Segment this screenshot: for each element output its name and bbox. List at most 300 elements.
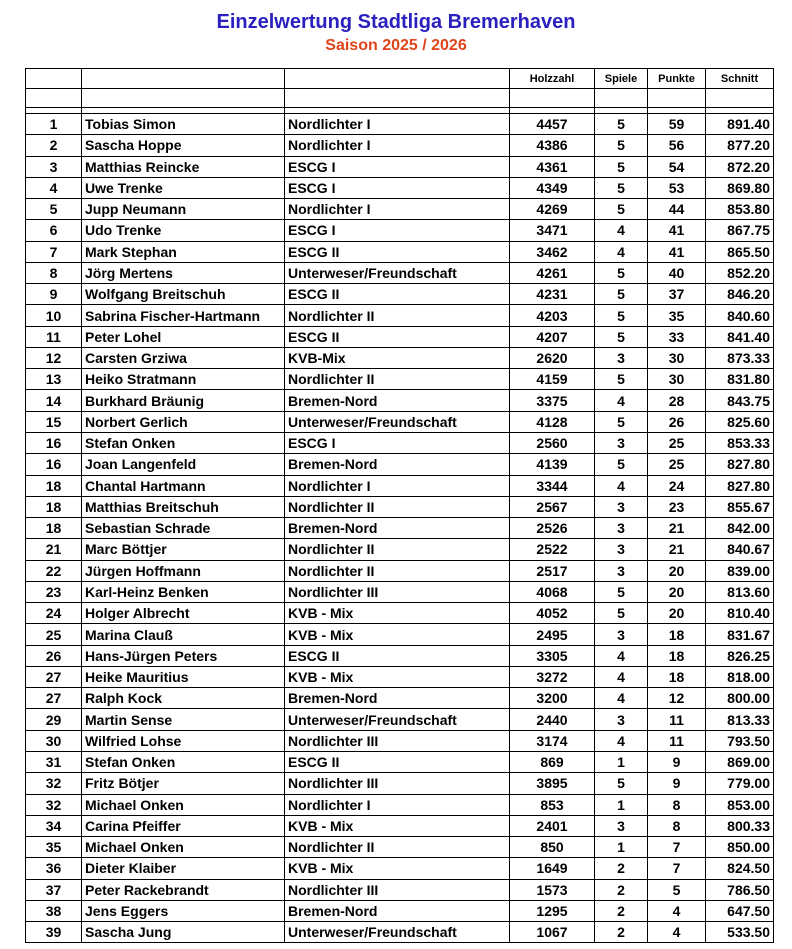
table-row xyxy=(26,645,774,666)
holzzahl-cell: 2495 xyxy=(510,624,595,645)
rank-cell: 25 xyxy=(26,624,82,645)
team-cell: Nordlichter I xyxy=(285,475,510,496)
table-row xyxy=(26,815,774,836)
team-cell: Bremen-Nord xyxy=(285,900,510,921)
spiele-cell: 5 xyxy=(595,177,648,198)
table-row xyxy=(26,730,774,751)
punkte-cell: 21 xyxy=(648,518,706,539)
punkte-cell: 7 xyxy=(648,858,706,879)
punkte-cell: 26 xyxy=(648,411,706,432)
schnitt-cell: 786.50 xyxy=(706,879,774,900)
team-cell: ESCG I xyxy=(285,177,510,198)
team-cell: Nordlichter III xyxy=(285,730,510,751)
punkte-cell: 9 xyxy=(648,773,706,794)
player-name-cell: Martin Sense xyxy=(82,709,285,730)
holzzahl-cell: 2522 xyxy=(510,539,595,560)
page-title: Einzelwertung Stadtliga Bremerhaven xyxy=(216,11,576,33)
holzzahl-cell: 4203 xyxy=(510,305,595,326)
holzzahl-cell: 2526 xyxy=(510,518,595,539)
rank-cell: 31 xyxy=(26,751,82,772)
team-cell: KVB - Mix xyxy=(285,666,510,687)
holzzahl-cell: 4207 xyxy=(510,326,595,347)
schnitt-cell: 865.50 xyxy=(706,241,774,262)
table-row xyxy=(26,156,774,177)
header-schnitt: Schnitt xyxy=(706,69,774,89)
team-cell: Unterweser/Freundschaft xyxy=(285,262,510,283)
player-name-cell: Stefan Onken xyxy=(82,432,285,453)
player-name-cell: Peter Rackebrandt xyxy=(82,879,285,900)
team-cell: Bremen-Nord xyxy=(285,688,510,709)
spiele-cell: 5 xyxy=(595,603,648,624)
table-row xyxy=(26,369,774,390)
header-rank xyxy=(26,69,82,89)
punkte-cell: 28 xyxy=(648,390,706,411)
team-cell: Bremen-Nord xyxy=(285,390,510,411)
rank-cell: 24 xyxy=(26,603,82,624)
holzzahl-cell: 4068 xyxy=(510,581,595,602)
table-row xyxy=(26,326,774,347)
player-name-cell: Karl-Heinz Benken xyxy=(82,581,285,602)
schnitt-cell: 846.20 xyxy=(706,284,774,305)
schnitt-cell: 779.00 xyxy=(706,773,774,794)
punkte-cell: 20 xyxy=(648,581,706,602)
spiele-cell: 3 xyxy=(595,560,648,581)
holzzahl-cell: 3471 xyxy=(510,220,595,241)
punkte-cell: 21 xyxy=(648,539,706,560)
team-cell: Nordlichter II xyxy=(285,369,510,390)
spiele-cell: 5 xyxy=(595,114,648,135)
spiele-cell: 3 xyxy=(595,815,648,836)
holzzahl-cell: 4231 xyxy=(510,284,595,305)
player-name-cell: Hans-Jürgen Peters xyxy=(82,645,285,666)
table-row xyxy=(26,518,774,539)
rank-cell: 3 xyxy=(26,156,82,177)
ranking-table xyxy=(25,68,774,943)
schnitt-cell: 841.40 xyxy=(706,326,774,347)
rank-cell: 21 xyxy=(26,539,82,560)
table-row xyxy=(26,837,774,858)
schnitt-cell: 843.75 xyxy=(706,390,774,411)
table-row xyxy=(26,305,774,326)
table-row xyxy=(26,858,774,879)
spiele-cell: 1 xyxy=(595,751,648,772)
player-name-cell: Wolfgang Breitschuh xyxy=(82,284,285,305)
blank-row xyxy=(26,89,774,108)
rank-cell: 9 xyxy=(26,284,82,305)
rank-cell: 5 xyxy=(26,199,82,220)
rank-cell: 7 xyxy=(26,241,82,262)
player-name-cell: Fritz Bötjer xyxy=(82,773,285,794)
spiele-cell: 1 xyxy=(595,837,648,858)
punkte-cell: 30 xyxy=(648,369,706,390)
schnitt-cell: 891.40 xyxy=(706,114,774,135)
spiele-cell: 5 xyxy=(595,135,648,156)
team-cell: Nordlichter I xyxy=(285,794,510,815)
rank-cell: 2 xyxy=(26,135,82,156)
rank-cell: 10 xyxy=(26,305,82,326)
rank-cell: 32 xyxy=(26,773,82,794)
schnitt-cell: 873.33 xyxy=(706,347,774,368)
player-name-cell: Michael Onken xyxy=(82,794,285,815)
punkte-cell: 9 xyxy=(648,751,706,772)
table-row xyxy=(26,114,774,135)
table-row xyxy=(26,922,774,943)
punkte-cell: 4 xyxy=(648,900,706,921)
spiele-cell: 5 xyxy=(595,369,648,390)
table-row xyxy=(26,879,774,900)
table-row xyxy=(26,411,774,432)
season-subtitle: Saison 2025 / 2026 xyxy=(325,37,467,54)
punkte-cell: 5 xyxy=(648,879,706,900)
player-name-cell: Jürgen Hoffmann xyxy=(82,560,285,581)
team-cell: Nordlichter III xyxy=(285,879,510,900)
team-cell: ESCG II xyxy=(285,751,510,772)
header-team xyxy=(285,69,510,89)
punkte-cell: 23 xyxy=(648,496,706,517)
table-row xyxy=(26,284,774,305)
schnitt-cell: 839.00 xyxy=(706,560,774,581)
player-name-cell: Jupp Neumann xyxy=(82,199,285,220)
punkte-cell: 35 xyxy=(648,305,706,326)
punkte-cell: 59 xyxy=(648,114,706,135)
spiele-cell: 3 xyxy=(595,347,648,368)
holzzahl-cell: 4457 xyxy=(510,114,595,135)
player-name-cell: Marc Böttjer xyxy=(82,539,285,560)
header-spiele: Spiele xyxy=(595,69,648,89)
schnitt-cell: 793.50 xyxy=(706,730,774,751)
rank-cell: 30 xyxy=(26,730,82,751)
schnitt-cell: 533.50 xyxy=(706,922,774,943)
schnitt-cell: 855.67 xyxy=(706,496,774,517)
team-cell: ESCG II xyxy=(285,284,510,305)
rank-cell: 16 xyxy=(26,454,82,475)
schnitt-cell: 877.20 xyxy=(706,135,774,156)
rank-cell: 8 xyxy=(26,262,82,283)
team-cell: Unterweser/Freundschaft xyxy=(285,411,510,432)
table-row xyxy=(26,177,774,198)
player-name-cell: Chantal Hartmann xyxy=(82,475,285,496)
spiele-cell: 3 xyxy=(595,624,648,645)
spiele-cell: 5 xyxy=(595,454,648,475)
rank-cell: 35 xyxy=(26,837,82,858)
holzzahl-cell: 2560 xyxy=(510,432,595,453)
rank-cell: 13 xyxy=(26,369,82,390)
schnitt-cell: 647.50 xyxy=(706,900,774,921)
header-row xyxy=(26,69,774,89)
spiele-cell: 4 xyxy=(595,730,648,751)
holzzahl-cell: 2401 xyxy=(510,815,595,836)
header-punkte: Punkte xyxy=(648,69,706,89)
punkte-cell: 30 xyxy=(648,347,706,368)
table-row xyxy=(26,773,774,794)
punkte-cell: 20 xyxy=(648,603,706,624)
rank-cell: 32 xyxy=(26,794,82,815)
player-name-cell: Tobias Simon xyxy=(82,114,285,135)
schnitt-cell: 800.00 xyxy=(706,688,774,709)
team-cell: Nordlichter II xyxy=(285,496,510,517)
punkte-cell: 56 xyxy=(648,135,706,156)
holzzahl-cell: 1295 xyxy=(510,900,595,921)
spiele-cell: 5 xyxy=(595,581,648,602)
punkte-cell: 7 xyxy=(648,837,706,858)
player-name-cell: Holger Albrecht xyxy=(82,603,285,624)
spiele-cell: 2 xyxy=(595,858,648,879)
spiele-cell: 5 xyxy=(595,411,648,432)
punkte-cell: 25 xyxy=(648,432,706,453)
player-name-cell: Dieter Klaiber xyxy=(82,858,285,879)
punkte-cell: 18 xyxy=(648,666,706,687)
spiele-cell: 3 xyxy=(595,496,648,517)
spiele-cell: 4 xyxy=(595,666,648,687)
spiele-cell: 5 xyxy=(595,326,648,347)
holzzahl-cell: 850 xyxy=(510,837,595,858)
spiele-cell: 5 xyxy=(595,156,648,177)
player-name-cell: Carina Pfeiffer xyxy=(82,815,285,836)
spiele-cell: 4 xyxy=(595,475,648,496)
holzzahl-cell: 4261 xyxy=(510,262,595,283)
rank-cell: 11 xyxy=(26,326,82,347)
holzzahl-cell: 3174 xyxy=(510,730,595,751)
holzzahl-cell: 869 xyxy=(510,751,595,772)
rank-cell: 22 xyxy=(26,560,82,581)
player-name-cell: Udo Trenke xyxy=(82,220,285,241)
punkte-cell: 41 xyxy=(648,241,706,262)
schnitt-cell: 840.60 xyxy=(706,305,774,326)
holzzahl-cell: 3200 xyxy=(510,688,595,709)
holzzahl-cell: 853 xyxy=(510,794,595,815)
holzzahl-cell: 4139 xyxy=(510,454,595,475)
team-cell: Nordlichter II xyxy=(285,305,510,326)
schnitt-cell: 826.25 xyxy=(706,645,774,666)
player-name-cell: Peter Lohel xyxy=(82,326,285,347)
punkte-cell: 54 xyxy=(648,156,706,177)
team-cell: ESCG I xyxy=(285,156,510,177)
rank-cell: 1 xyxy=(26,114,82,135)
holzzahl-cell: 3375 xyxy=(510,390,595,411)
punkte-cell: 41 xyxy=(648,220,706,241)
holzzahl-cell: 2517 xyxy=(510,560,595,581)
holzzahl-cell: 1067 xyxy=(510,922,595,943)
schnitt-cell: 825.60 xyxy=(706,411,774,432)
table-row xyxy=(26,603,774,624)
punkte-cell: 12 xyxy=(648,688,706,709)
punkte-cell: 33 xyxy=(648,326,706,347)
spiele-cell: 5 xyxy=(595,262,648,283)
team-cell: ESCG I xyxy=(285,220,510,241)
table-row xyxy=(26,241,774,262)
spiele-cell: 1 xyxy=(595,794,648,815)
player-name-cell: Sebastian Schrade xyxy=(82,518,285,539)
table-row xyxy=(26,666,774,687)
team-cell: KVB - Mix xyxy=(285,603,510,624)
team-cell: Nordlichter I xyxy=(285,199,510,220)
table-row xyxy=(26,199,774,220)
team-cell: Nordlichter II xyxy=(285,539,510,560)
schnitt-cell: 853.00 xyxy=(706,794,774,815)
holzzahl-cell: 4349 xyxy=(510,177,595,198)
rank-cell: 12 xyxy=(26,347,82,368)
spiele-cell: 3 xyxy=(595,518,648,539)
punkte-cell: 11 xyxy=(648,730,706,751)
punkte-cell: 11 xyxy=(648,709,706,730)
rank-cell: 18 xyxy=(26,496,82,517)
header-holzzahl: Holzzahl xyxy=(510,69,595,89)
spiele-cell: 3 xyxy=(595,539,648,560)
punkte-cell: 18 xyxy=(648,645,706,666)
player-name-cell: Carsten Grziwa xyxy=(82,347,285,368)
holzzahl-cell: 1573 xyxy=(510,879,595,900)
team-cell: ESCG II xyxy=(285,241,510,262)
team-cell: KVB-Mix xyxy=(285,347,510,368)
spiele-cell: 5 xyxy=(595,199,648,220)
spiele-cell: 3 xyxy=(595,432,648,453)
schnitt-cell: 872.20 xyxy=(706,156,774,177)
schnitt-cell: 810.40 xyxy=(706,603,774,624)
rank-cell: 18 xyxy=(26,518,82,539)
table-row xyxy=(26,262,774,283)
holzzahl-cell: 3344 xyxy=(510,475,595,496)
table-row xyxy=(26,432,774,453)
team-cell: Nordlichter II xyxy=(285,837,510,858)
table-row xyxy=(26,220,774,241)
team-cell: ESCG I xyxy=(285,432,510,453)
player-name-cell: Uwe Trenke xyxy=(82,177,285,198)
player-name-cell: Matthias Breitschuh xyxy=(82,496,285,517)
spiele-cell: 3 xyxy=(595,709,648,730)
table-row xyxy=(26,347,774,368)
rank-cell: 15 xyxy=(26,411,82,432)
holzzahl-cell: 4128 xyxy=(510,411,595,432)
spiele-cell: 2 xyxy=(595,900,648,921)
holzzahl-cell: 2567 xyxy=(510,496,595,517)
rank-cell: 36 xyxy=(26,858,82,879)
holzzahl-cell: 4052 xyxy=(510,603,595,624)
team-cell: Bremen-Nord xyxy=(285,454,510,475)
schnitt-cell: 827.80 xyxy=(706,475,774,496)
rank-cell: 14 xyxy=(26,390,82,411)
table-row xyxy=(26,539,774,560)
team-cell: ESCG II xyxy=(285,645,510,666)
player-name-cell: Ralph Kock xyxy=(82,688,285,709)
punkte-cell: 25 xyxy=(648,454,706,475)
player-name-cell: Sascha Jung xyxy=(82,922,285,943)
rank-cell: 39 xyxy=(26,922,82,943)
player-name-cell: Norbert Gerlich xyxy=(82,411,285,432)
punkte-cell: 44 xyxy=(648,199,706,220)
table-row xyxy=(26,709,774,730)
spiele-cell: 5 xyxy=(595,773,648,794)
table-row xyxy=(26,135,774,156)
rank-cell: 27 xyxy=(26,688,82,709)
spiele-cell: 5 xyxy=(595,284,648,305)
player-name-cell: Burkhard Bräunig xyxy=(82,390,285,411)
schnitt-cell: 827.80 xyxy=(706,454,774,475)
spiele-cell: 5 xyxy=(595,305,648,326)
holzzahl-cell: 1649 xyxy=(510,858,595,879)
punkte-cell: 18 xyxy=(648,624,706,645)
rank-cell: 23 xyxy=(26,581,82,602)
rank-cell: 34 xyxy=(26,815,82,836)
schnitt-cell: 813.60 xyxy=(706,581,774,602)
player-name-cell: Wilfried Lohse xyxy=(82,730,285,751)
holzzahl-cell: 3305 xyxy=(510,645,595,666)
team-cell: Nordlichter III xyxy=(285,581,510,602)
header-name xyxy=(82,69,285,89)
rank-cell: 29 xyxy=(26,709,82,730)
schnitt-cell: 818.00 xyxy=(706,666,774,687)
holzzahl-cell: 4269 xyxy=(510,199,595,220)
holzzahl-cell: 2620 xyxy=(510,347,595,368)
player-name-cell: Marina Clauß xyxy=(82,624,285,645)
rank-cell: 4 xyxy=(26,177,82,198)
team-cell: KVB - Mix xyxy=(285,858,510,879)
spiele-cell: 4 xyxy=(595,390,648,411)
punkte-cell: 8 xyxy=(648,815,706,836)
player-name-cell: Matthias Reincke xyxy=(82,156,285,177)
rank-cell: 37 xyxy=(26,879,82,900)
schnitt-cell: 842.00 xyxy=(706,518,774,539)
rank-cell: 6 xyxy=(26,220,82,241)
player-name-cell: Heiko Stratmann xyxy=(82,369,285,390)
rank-cell: 18 xyxy=(26,475,82,496)
table-row xyxy=(26,900,774,921)
table-row xyxy=(26,496,774,517)
table-row xyxy=(26,390,774,411)
spiele-cell: 2 xyxy=(595,879,648,900)
holzzahl-cell: 4386 xyxy=(510,135,595,156)
team-cell: ESCG II xyxy=(285,326,510,347)
team-cell: KVB - Mix xyxy=(285,624,510,645)
punkte-cell: 40 xyxy=(648,262,706,283)
team-cell: Unterweser/Freundschaft xyxy=(285,709,510,730)
schnitt-cell: 869.80 xyxy=(706,177,774,198)
punkte-cell: 53 xyxy=(648,177,706,198)
punkte-cell: 24 xyxy=(648,475,706,496)
holzzahl-cell: 2440 xyxy=(510,709,595,730)
punkte-cell: 37 xyxy=(648,284,706,305)
table-row xyxy=(26,560,774,581)
schnitt-cell: 850.00 xyxy=(706,837,774,858)
rank-cell: 38 xyxy=(26,900,82,921)
table-row xyxy=(26,624,774,645)
schnitt-cell: 853.80 xyxy=(706,199,774,220)
holzzahl-cell: 3272 xyxy=(510,666,595,687)
team-cell: KVB - Mix xyxy=(285,815,510,836)
rank-cell: 27 xyxy=(26,666,82,687)
team-cell: Unterweser/Freundschaft xyxy=(285,922,510,943)
table-row xyxy=(26,581,774,602)
holzzahl-cell: 4361 xyxy=(510,156,595,177)
table-row xyxy=(26,688,774,709)
player-name-cell: Joan Langenfeld xyxy=(82,454,285,475)
schnitt-cell: 840.67 xyxy=(706,539,774,560)
spiele-cell: 4 xyxy=(595,645,648,666)
schnitt-cell: 831.80 xyxy=(706,369,774,390)
schnitt-cell: 853.33 xyxy=(706,432,774,453)
punkte-cell: 4 xyxy=(648,922,706,943)
table-row xyxy=(26,794,774,815)
table-row xyxy=(26,751,774,772)
table-row xyxy=(26,454,774,475)
schnitt-cell: 813.33 xyxy=(706,709,774,730)
team-cell: Nordlichter I xyxy=(285,114,510,135)
schnitt-cell: 800.33 xyxy=(706,815,774,836)
player-name-cell: Jörg Mertens xyxy=(82,262,285,283)
schnitt-cell: 824.50 xyxy=(706,858,774,879)
spiele-cell: 2 xyxy=(595,922,648,943)
punkte-cell: 20 xyxy=(648,560,706,581)
team-cell: Nordlichter III xyxy=(285,773,510,794)
